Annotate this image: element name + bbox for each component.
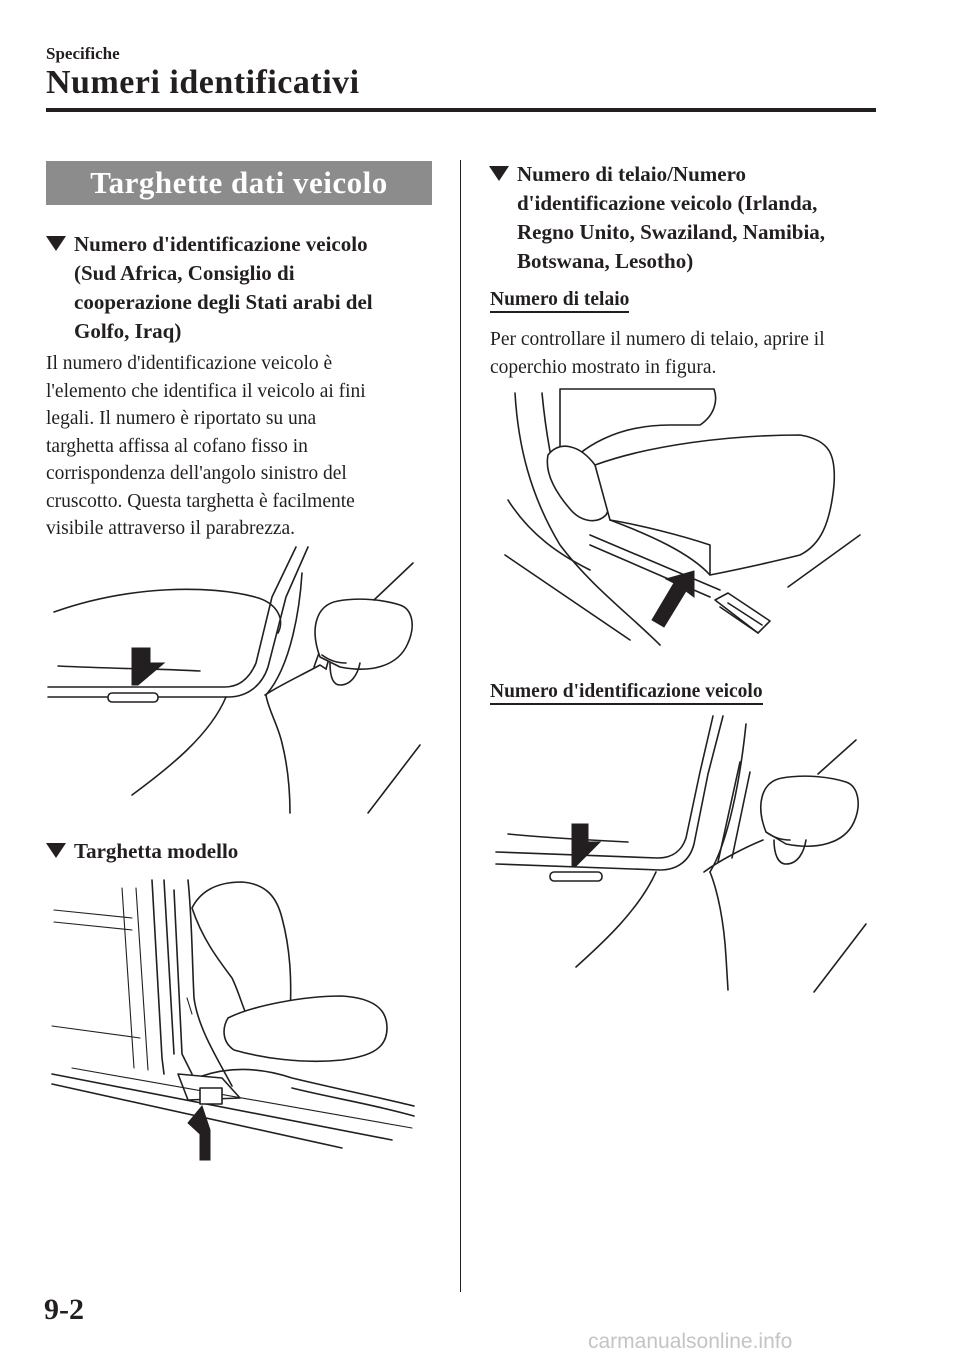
text-line: visibile attraverso il parabrezza. bbox=[46, 518, 296, 539]
triangle-down-icon bbox=[46, 843, 66, 858]
text-line: legali. Il numero è riportato su una bbox=[46, 408, 317, 429]
frame-number-label: Numero di telaio bbox=[490, 289, 629, 313]
heading-line: (Sud Africa, Consiglio di bbox=[74, 261, 295, 285]
triangle-down-icon bbox=[489, 166, 509, 181]
text-line: Per controllare il numero di telaio, aprire il bbox=[490, 329, 825, 350]
text-line: targhetta affissa al cofano fisso in bbox=[46, 435, 308, 457]
arrow-icon bbox=[652, 571, 694, 627]
heading-line: d'identificazione veicolo (Irlanda, bbox=[517, 191, 818, 215]
section-banner: Targhette dati veicolo bbox=[46, 161, 432, 205]
frame-number-heading bbox=[489, 160, 889, 280]
text-line: coperchio mostrato in figura. bbox=[490, 356, 717, 378]
frame-number-description bbox=[490, 326, 890, 381]
heading-line: Botswana, Lesotho) bbox=[517, 249, 694, 273]
text-line: cruscotto. Questa targhetta è facilmente bbox=[46, 490, 355, 512]
vin-description bbox=[46, 350, 446, 543]
triangle-down-icon bbox=[46, 236, 66, 251]
heading-line: Golfo, Iraq) bbox=[74, 319, 182, 343]
vin-label: Numero d'identificazione veicolo bbox=[490, 681, 763, 705]
page-number: 9-2 bbox=[44, 1293, 84, 1326]
heading-line: Regno Unito, Swaziland, Namibia, bbox=[517, 220, 826, 244]
frame-number-illustration bbox=[500, 385, 880, 665]
model-plate-heading: Targhetta modello bbox=[46, 837, 346, 867]
vin-heading bbox=[46, 230, 436, 350]
heading-line: Numero d'identificazione veicolo bbox=[74, 232, 368, 256]
text-line: Il numero d'identificazione veicolo è bbox=[46, 353, 333, 374]
heading-line: Numero di telaio/Numero bbox=[517, 162, 747, 186]
arrow-icon bbox=[572, 824, 600, 866]
model-plate-illustration bbox=[42, 878, 442, 1178]
heading-line: cooperazione degli Stati arabi del bbox=[74, 290, 373, 314]
page-title: Numeri identificativi bbox=[46, 64, 360, 101]
header-rule bbox=[46, 108, 876, 112]
vin-plate-illustration bbox=[40, 545, 440, 815]
watermark: carmanualsonline.info bbox=[588, 1330, 793, 1353]
text-line: l'elemento che identifica il veicolo ai fini bbox=[46, 380, 366, 402]
arrow-icon bbox=[132, 648, 164, 685]
column-divider bbox=[460, 160, 461, 1292]
vin-number-illustration bbox=[488, 712, 868, 997]
text-line: corrispondenza dell'angolo sinistro del bbox=[46, 463, 347, 484]
section-label: Specifiche bbox=[46, 44, 120, 63]
